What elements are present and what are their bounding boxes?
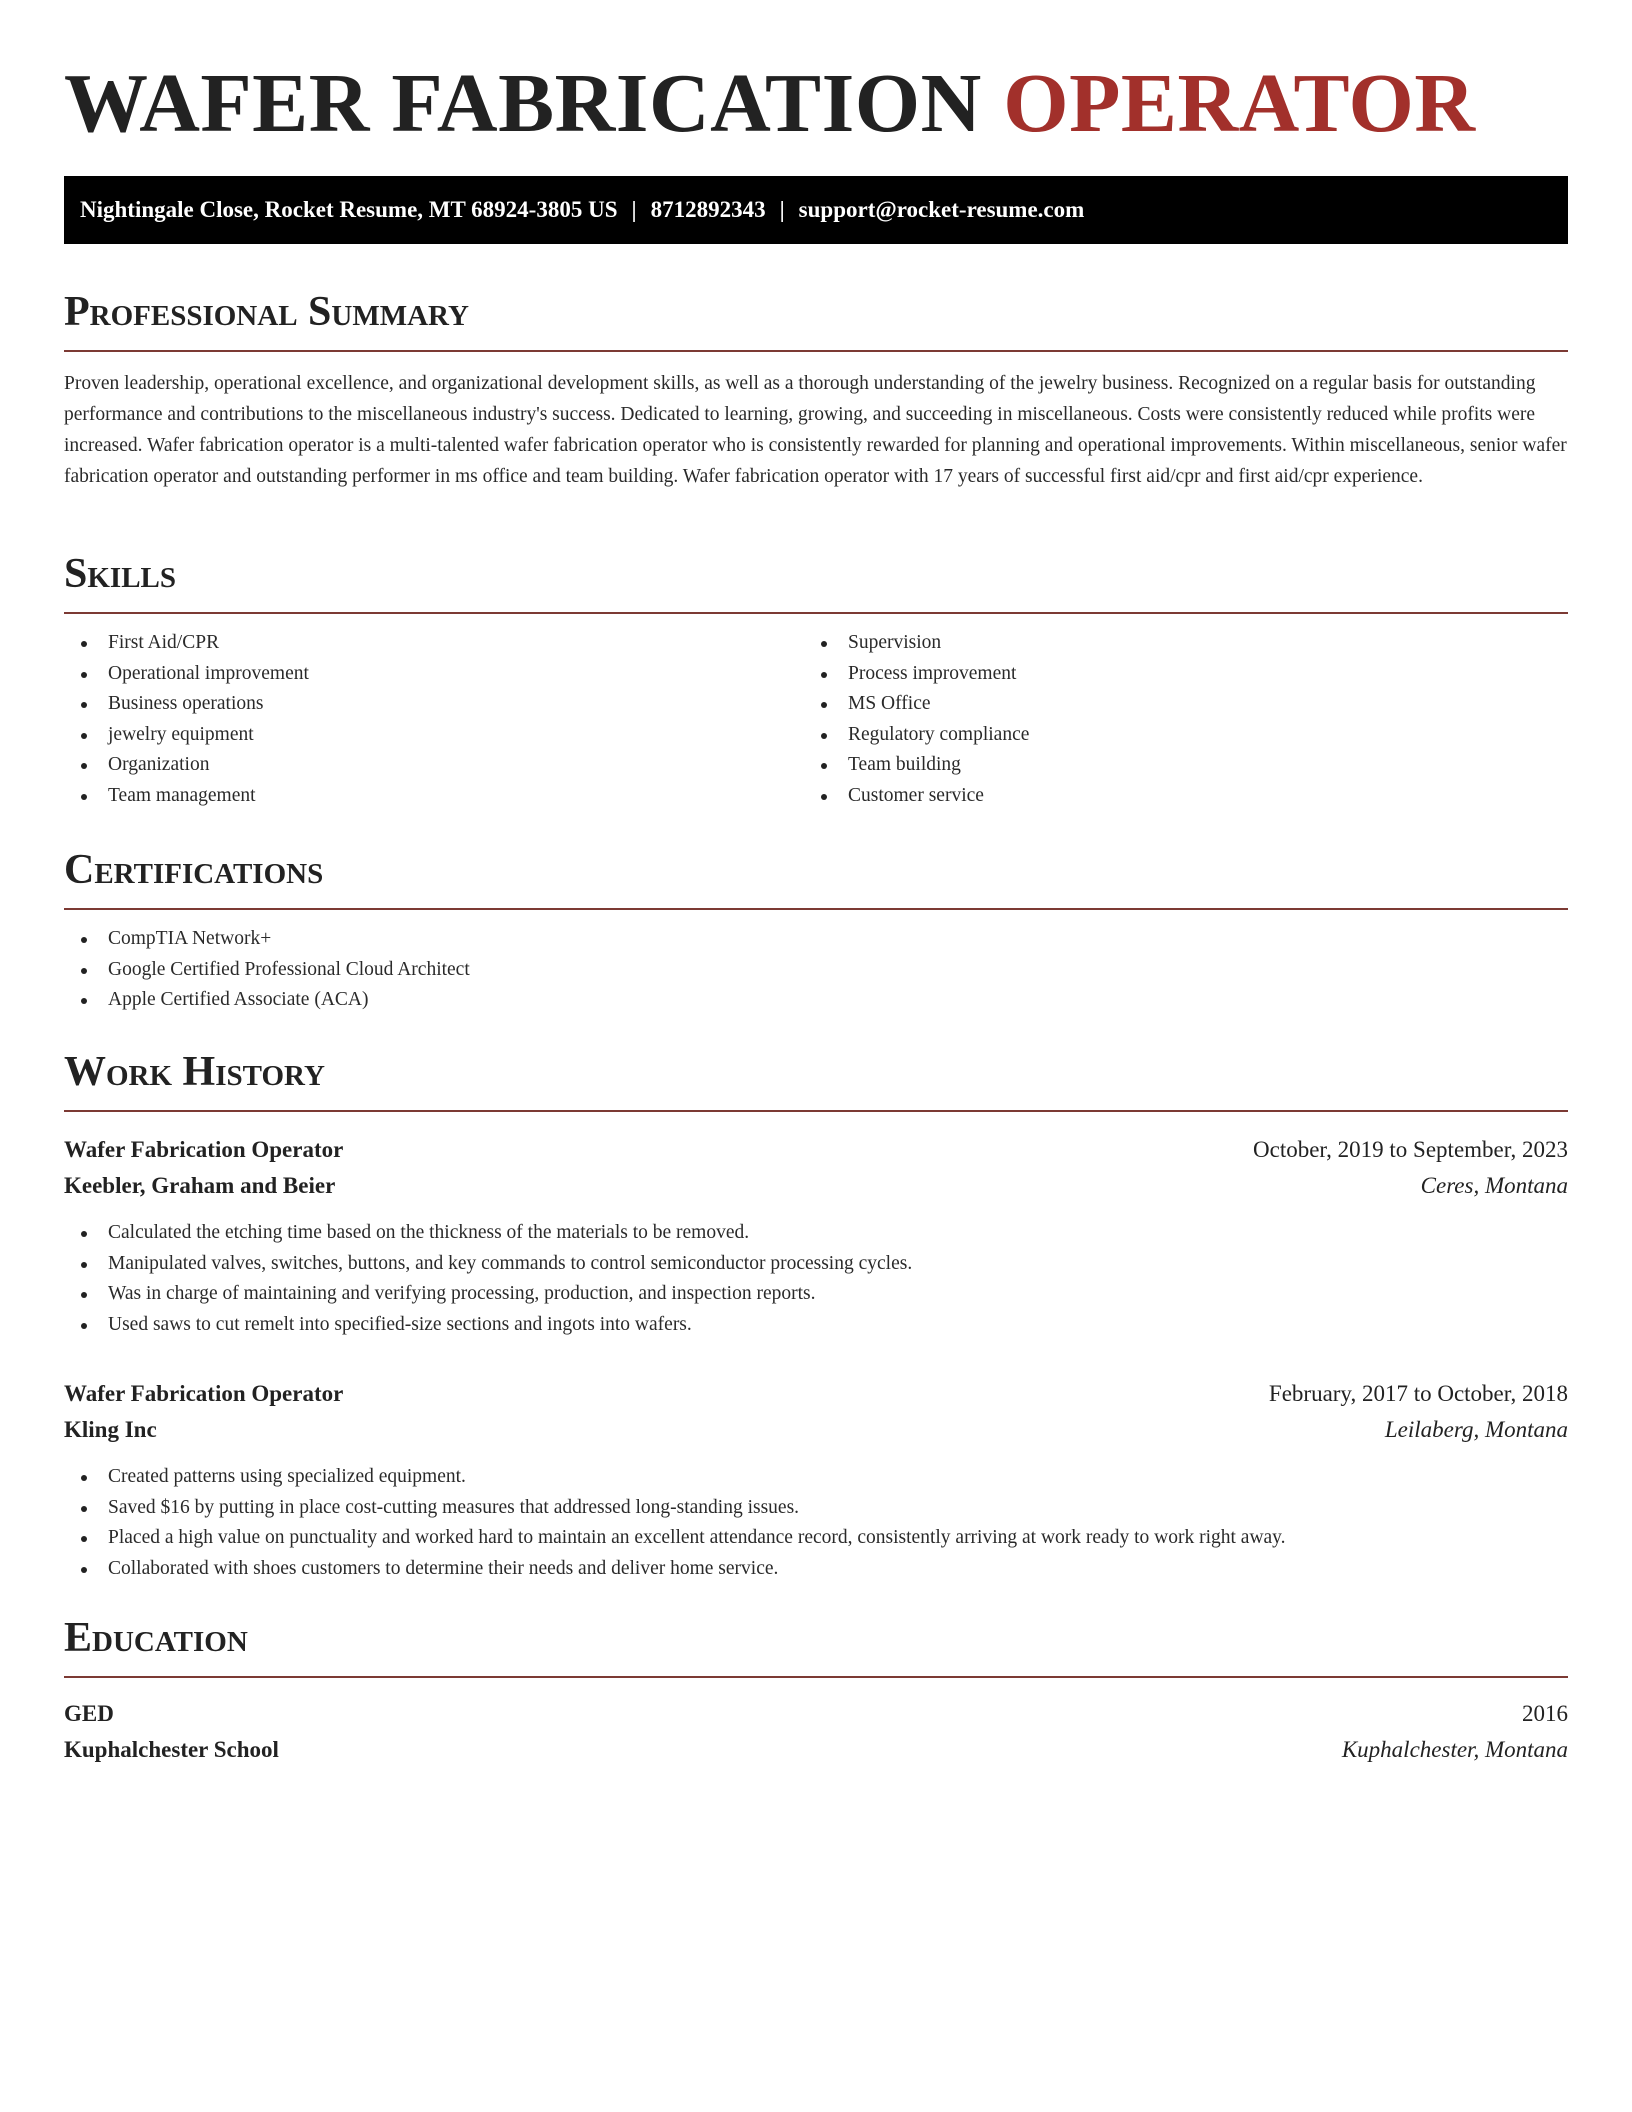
job-company-row bbox=[64, 1412, 1568, 1448]
job-company: Keebler, Graham and Beier bbox=[64, 1173, 336, 1198]
title-main: WAFER FABRICATION bbox=[64, 57, 982, 150]
certifications-divider bbox=[64, 908, 1568, 910]
contact-phone: 8712892343 bbox=[650, 197, 766, 222]
education-location: Kuphalchester, Montana bbox=[1341, 1737, 1568, 1762]
resume-title bbox=[64, 56, 1476, 152]
job-dates: February, 2017 to October, 2018 bbox=[1268, 1381, 1568, 1406]
job-duties-list bbox=[64, 1218, 912, 1340]
contact-address: Nightingale Close, Rocket Resume, MT 68924-3805 US bbox=[80, 197, 618, 222]
summary-heading: Professional Summary bbox=[64, 289, 469, 335]
education-degree-row bbox=[64, 1696, 1568, 1732]
job-company-row bbox=[64, 1168, 1568, 1204]
certifications-heading: Certifications bbox=[64, 847, 324, 893]
job-location: Ceres, Montana bbox=[1420, 1173, 1568, 1198]
skill-item: Team management bbox=[64, 781, 309, 812]
job-duty-item: Placed a high value on punctuality and worked hard to maintain an excellent attendance record, consistently arriving at work ready to work right away. bbox=[64, 1523, 1286, 1554]
education-school-row bbox=[64, 1732, 1568, 1768]
skill-item: MS Office bbox=[804, 689, 1029, 720]
education-school: Kuphalchester School bbox=[64, 1737, 279, 1762]
work-history-heading: Work History bbox=[64, 1049, 325, 1095]
skill-item: Business operations bbox=[64, 689, 309, 720]
job-dates: October, 2019 to September, 2023 bbox=[1253, 1137, 1568, 1162]
skill-item: Regulatory compliance bbox=[804, 720, 1029, 751]
job-duty-item: Collaborated with shoes customers to determine their needs and deliver home service. bbox=[64, 1554, 1286, 1585]
skill-item: Organization bbox=[64, 750, 309, 781]
job-duty-item: Was in charge of maintaining and verifying processing, production, and inspection reports. bbox=[64, 1279, 912, 1310]
skills-heading: Skills bbox=[64, 551, 177, 597]
education-divider bbox=[64, 1676, 1568, 1678]
job-duty-item: Manipulated valves, switches, buttons, and key commands to control semiconductor processing cycles. bbox=[64, 1249, 912, 1280]
job-location: Leilaberg, Montana bbox=[1384, 1417, 1568, 1442]
summary-text: Proven leadership, operational excellence, and organizational development skills, as well as a thorough understanding of the jewelry business. Recognized on a regular basis for outstanding performance and contributions to the miscellaneous industry's success. Dedicated to learning, growing, and succeeding in miscellaneous. Costs were consistently reduced while profits were increased. Wafer fabrication operator is a multi-talented wafer fabrication operator who is consistently rewarded for planning and operational improvements. Within miscellaneous, senior wafer fabrication operator and outstanding performer in ms office and team building. Wafer fabrication operator with 17 years of successful first aid/cpr and first aid/cpr experience. bbox=[64, 373, 1567, 487]
skill-item: Operational improvement bbox=[64, 659, 309, 690]
skill-item: jewelry equipment bbox=[64, 720, 309, 751]
skill-item: Customer service bbox=[804, 781, 1029, 812]
job-duty-item: Calculated the etching time based on the thickness of the materials to be removed. bbox=[64, 1218, 912, 1249]
skill-item: Process improvement bbox=[804, 659, 1029, 690]
work-history-divider bbox=[64, 1110, 1568, 1112]
education-degree: GED bbox=[64, 1701, 114, 1726]
contact-separator: | bbox=[631, 197, 637, 222]
certification-item: CompTIA Network+ bbox=[64, 924, 470, 955]
skills-list-left bbox=[64, 628, 309, 811]
skills-list-right bbox=[804, 628, 1029, 811]
job-company: Kling Inc bbox=[64, 1417, 157, 1442]
certification-item: Google Certified Professional Cloud Architect bbox=[64, 955, 470, 986]
contact-email: support@rocket-resume.com bbox=[798, 197, 1085, 222]
job-duty-item: Saved $16 by putting in place cost-cutting measures that addressed long-standing issues. bbox=[64, 1493, 1286, 1524]
job-header-row bbox=[64, 1132, 1568, 1168]
education-heading: Education bbox=[64, 1615, 248, 1661]
education-year: 2016 bbox=[1522, 1701, 1568, 1726]
job-duty-item: Created patterns using specialized equipment. bbox=[64, 1462, 1286, 1493]
skill-item: Team building bbox=[804, 750, 1029, 781]
job-title: Wafer Fabrication Operator bbox=[64, 1137, 344, 1162]
title-accent: OPERATOR bbox=[1003, 57, 1476, 150]
contact-separator: | bbox=[779, 197, 785, 222]
job-duty-item: Used saws to cut remelt into specified-size sections and ingots into wafers. bbox=[64, 1310, 912, 1341]
job-title: Wafer Fabrication Operator bbox=[64, 1381, 344, 1406]
certifications-list bbox=[64, 924, 470, 1016]
job-duties-list bbox=[64, 1462, 1286, 1584]
skills-divider bbox=[64, 612, 1568, 614]
skill-item: Supervision bbox=[804, 628, 1029, 659]
skill-item: First Aid/CPR bbox=[64, 628, 309, 659]
summary-divider bbox=[64, 350, 1568, 352]
job-header-row bbox=[64, 1376, 1568, 1412]
certification-item: Apple Certified Associate (ACA) bbox=[64, 985, 470, 1016]
contact-bar bbox=[64, 176, 1568, 244]
